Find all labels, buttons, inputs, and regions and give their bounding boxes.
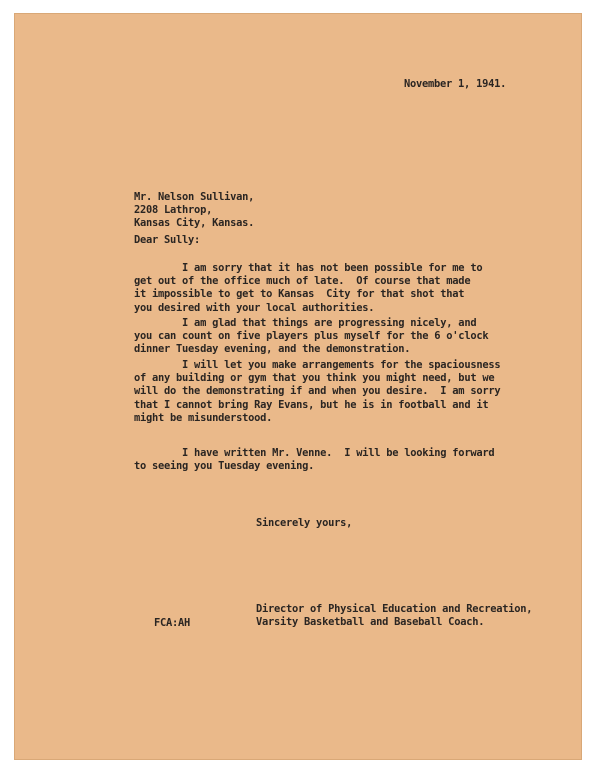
body-paragraph-1: I am sorry that it has not been possible for me to get out of the office much of late. Of course that made it impossible to get to Kansas City for that shot that you desired with your local authorities. xyxy=(134,262,483,314)
address-line-city: Kansas City, Kansas. xyxy=(134,217,255,230)
body-paragraph-3: I will let you make arrangements for the spaciousness of any building or gym that you think you might need, but we will do the demonstrating if and when you desire. I am sorry that I cannot bring Ray Evans, but he is in football and it might be misunderstood. xyxy=(134,359,501,424)
signature-block xyxy=(256,603,532,629)
recipient-address xyxy=(134,191,254,231)
letter-date: November 1, 1941. xyxy=(404,78,507,90)
typist-initials: FCA:AH xyxy=(154,617,191,629)
body-paragraph-2: I am glad that things are progressing nicely, and you can count on five players plus myself for the 6 o'clock dinner Tuesday evening, and the demonstration. xyxy=(134,317,489,356)
address-line-street: 2208 Lathrop, xyxy=(134,204,213,217)
body-paragraph-4: I have written Mr. Venne. I will be looking forward to seeing you Tuesday evening. xyxy=(134,447,495,473)
signature-title-line-1: Director of Physical Education and Recreation, xyxy=(256,603,533,615)
address-line-name: Mr. Nelson Sullivan, xyxy=(134,191,255,203)
signature-title-line-2: Varsity Basketball and Baseball Coach. xyxy=(256,616,485,629)
closing: Sincerely yours, xyxy=(256,517,353,529)
salutation: Dear Sully: xyxy=(134,234,201,246)
letter-page xyxy=(14,13,582,760)
